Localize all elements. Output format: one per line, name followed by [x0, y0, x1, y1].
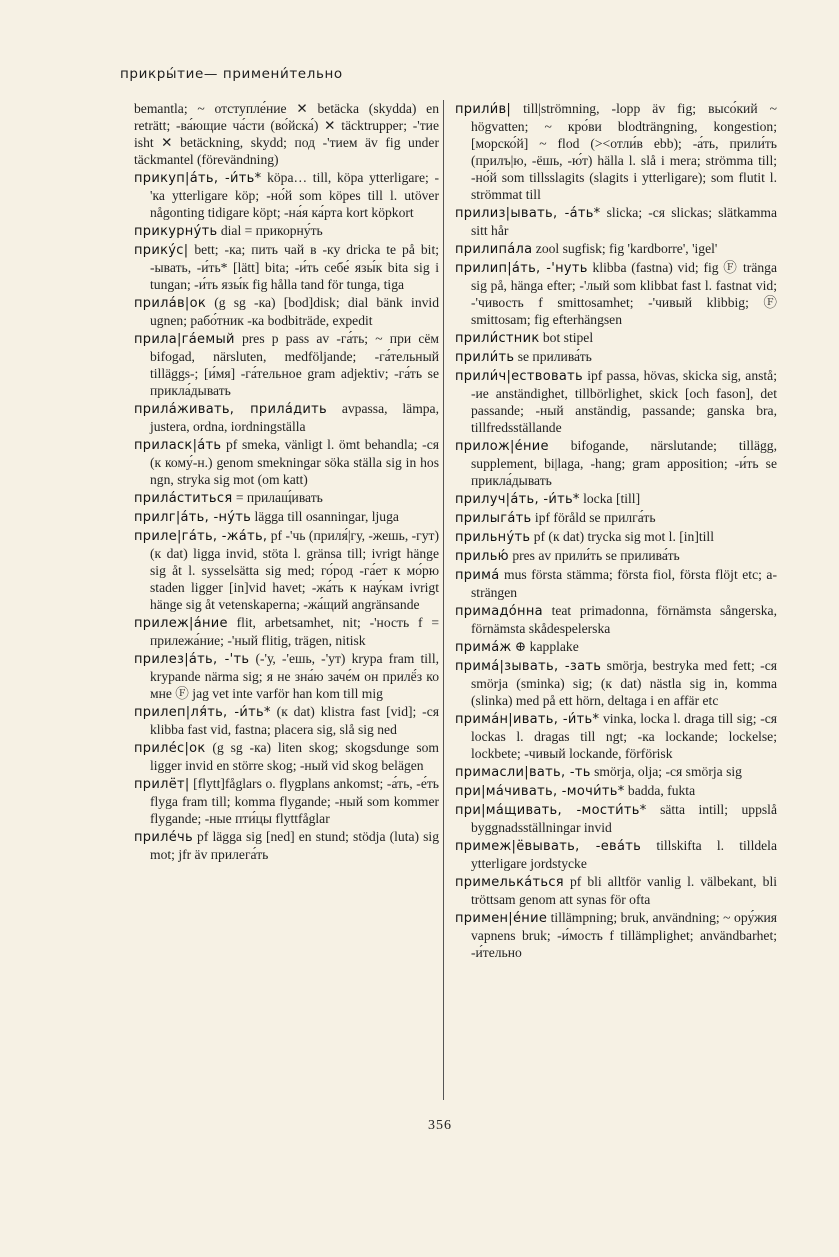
entry-definition: se прилива́ть [514, 349, 592, 364]
dictionary-entry [455, 566, 777, 601]
entry-headword: примадо́нна [455, 604, 543, 619]
entry-definition: pf lägga sig [ned] en stund; stödja (luta) sig mot; jfr äv прилега́ть [150, 829, 439, 862]
entry-definition: ⊕ kapplake [511, 639, 579, 654]
dictionary-entry [455, 437, 777, 489]
dictionary-entry [134, 650, 439, 702]
entry-definition: pf smeka, vänligt l. ömt behandla; -ся (к кому́-н.) genom smekningar söka ställa sig in hos ngn, stryka sig mot (om katt) [150, 437, 439, 487]
dictionary-entry [455, 329, 777, 347]
entry-definition: smörja, olja; -ся smörja sig [590, 764, 742, 779]
dictionary-entry [134, 614, 439, 649]
dictionary-entry [134, 703, 439, 738]
dictionary-entry [134, 222, 439, 240]
dictionary-entry [455, 367, 777, 436]
dictionary-entry [455, 837, 777, 872]
entry-headword: прила|га́емый [134, 332, 235, 347]
entry-definition: tillämpning; bruk, användning; ~ ору́жия vapnens bruk; -и́мость f tillämplighet; användbarhet; -и́тельно [471, 910, 777, 960]
entry-headword: приласк|а́ть [134, 438, 222, 453]
entry-definition: mus första stämma; första fiol, första flöjt etc; a-strängen [471, 567, 777, 600]
entry-definition: (g sg -ка) [bod]disk; dial bänk invid ugnen; рабо́тник -ка bodbiträde, expedit [150, 295, 439, 328]
running-head: прикры́тие— примени́тельно [120, 66, 343, 82]
dictionary-entry [455, 763, 777, 781]
entry-definition: pf -'чь (приля́|гу, -жешь, -гут) (к dat) ligga invid, stöta l. gränsa till; ivrigt hänge sig åt l. sysselsätta sig med; го́род -га́ет к мо́рю staden ligger [in]vid havet; -жа́ть к нау́кам ivrigt hänge sig åt vetenskaperna; -жа́щий angränsande [150, 528, 439, 612]
entry-definition: badda, fukta [624, 783, 696, 798]
entry-headword: при|ма́чивать, -мочи́ть* [455, 784, 625, 799]
entry-definition: klibba (fastna) vid; fig Ⓕ tränga sig på, hänga efter; -'лый som klibbat fast l. fastnat vid; -'чивость f smittosamhet; -'чивый klibbig; Ⓕ smittosam; fig efterhängsen [471, 260, 777, 327]
entry-headword: прику́с| [134, 243, 189, 258]
entry-headword: примасли|вать, -ть [455, 765, 591, 780]
dictionary-entry [455, 490, 777, 508]
entry-headword: прилип|а́ть, -'нуть [455, 261, 588, 276]
entry-definition: till|strömning, -lopp äv fig; высо́кий ~ högvatten; ~ кро́ви blodträngning, kongestion; [морско́й] ~ flod (><отли́в ebb); -а́ть, прили́ть (прилъ|ю, -ёшь, -ю́т) hälla l. slå i mera; strömma till; -но́й som tillsslagits (slagits i ytterligare); som flutit l. strömmat till [471, 101, 777, 202]
entry-headword: прили́ть [455, 350, 515, 365]
entry-headword: прилёт| [134, 777, 190, 792]
entry-headword: прили́ч|ествовать [455, 369, 584, 384]
entry-definition: pres av прили́ть se прилива́ть [508, 548, 680, 563]
entry-headword: прилиз|ывать, -а́ть* [455, 206, 601, 221]
entry-headword: прима́н|ивать, -и́ть* [455, 712, 600, 727]
left-column [134, 100, 439, 864]
dictionary-entry [134, 828, 439, 863]
dictionary-entry [134, 436, 439, 488]
entry-headword: приле|га́ть, -жа́ть, [134, 529, 268, 544]
entry-definition: lägga till osanningar, ljuga [251, 509, 399, 524]
dictionary-entry [134, 400, 439, 435]
dictionary-entry [455, 602, 777, 637]
dictionary-entry [455, 204, 777, 239]
entry-definition: pres p pass av -га́ть; ~ при сём bifogad, närsluten, medföljande; -га́тельный tilläggs-; [и́мя] -га́тельное gram adjektiv; -га́ть se прикла́дывать [150, 331, 439, 398]
entry-headword: прилеп|ля́ть, -и́ть* [134, 705, 271, 720]
entry-headword: прилеж|а́ние [134, 616, 228, 631]
entry-definition: dial = прикорну́ть [217, 223, 323, 238]
entry-headword: приле́чь [134, 830, 193, 845]
dictionary-entry [455, 259, 777, 328]
entry-headword: прима́ж [455, 640, 512, 655]
dictionary-entry [455, 909, 777, 961]
entry-headword: при|ма́щивать, -мости́ть* [455, 803, 647, 818]
entry-headword: прилез|а́ть, -'ть [134, 652, 250, 667]
entry-definition: bot stipel [539, 330, 594, 345]
entry-headword: примелька́ться [455, 875, 564, 890]
dictionary-entry [455, 801, 777, 836]
entry-headword: прильну́ть [455, 530, 531, 545]
dictionary-entry [455, 710, 777, 762]
page-number: 356 [428, 1118, 452, 1133]
entry-headword: прила́живать, прила́дить [134, 402, 327, 417]
entry-definition: (-'у, -'ешь, -'ут) krypa fram till, krypande närma sig; я не зна́ю заче́м он прилё́з ко мне Ⓕ jag vet inte varför han kom till mig [150, 651, 439, 701]
entry-definition: (к dat) klistra fast [vid]; -ся klibba fast vid, fastna; placera sig, slå sig ned [150, 704, 439, 737]
entry-headword: прилож|е́ние [455, 439, 549, 454]
entry-headword: прила́ститься [134, 491, 233, 506]
entry-headword: прилуч|а́ть, -и́ть* [455, 492, 580, 507]
dictionary-entry [455, 528, 777, 546]
dictionary-entry [455, 782, 777, 800]
entry-headword: прима́ [455, 568, 500, 583]
entry-headword: примеж|ёвывать, -ева́ть [455, 839, 642, 854]
entry-definition: bifogande, närslutande; tillägg, supplement, bi|laga, -hang; gram apposition; -и́ть se прикла́дывать [471, 438, 777, 488]
entry-definition: tillskifta l. tilldela ytterligare jordstycke [471, 838, 777, 871]
dictionary-entry [134, 739, 439, 774]
entry-definition: vinka, locka l. draga till sig; -ся lockas l. dragas till ngt; -ка lockande; lockelse; lockbete; -чивый lockande, förförisk [471, 711, 778, 761]
entry-definition: sätta intill; uppslå byggnadsställningar invid [471, 802, 777, 835]
dictionary-entry [134, 294, 439, 329]
dictionary-entry [455, 100, 777, 203]
entry-headword: прикуп|а́ть, -и́ть* [134, 171, 262, 186]
entry-definition: pf bli alltför vanlig l. välbekant, bli tröttsam genom att synas för ofta [471, 874, 777, 907]
entry-headword: прилыга́ть [455, 511, 532, 526]
dictionary-entry [134, 527, 439, 613]
entry-headword: прили́стник [455, 331, 540, 346]
dictionary-entry [455, 657, 777, 709]
column-divider [443, 100, 444, 1100]
dictionary-entry [134, 489, 439, 507]
entry-definition: locka [till] [579, 491, 641, 506]
dictionary-entry [134, 330, 439, 399]
entry-definition: smörja, bestryka med fett; -ся smörja (sminka) sig; (к dat) nästla sig in, komma (slinka) med på ett hörn, deltaga i en affär etc [471, 658, 777, 708]
entry-definition: slicka; -ся slickas; slätkamma sitt hår [471, 205, 778, 238]
entry-headword: прикурну́ть [134, 224, 218, 239]
dictionary-entry [455, 547, 777, 565]
entry-definition: avpassa, lämpa, justera, ordna, iordningställa [150, 401, 439, 434]
entry-headword: прилг|а́ть, -ну́ть [134, 510, 252, 525]
entry-headword: прила́в|ок [134, 296, 207, 311]
entry-definition: bett; -ка; пить чай в -ку dricka te på bit; -ывать, -и́ть* [lätt] bita; -и́ть себе́ язы́к bita sig i tungan; -и́ть язы́к fig hålla tand för tunga, tiga [150, 242, 439, 292]
entry-definition: [flytt]fåglars o. flygplans ankomst; -а́ть, -е́ть flyga fram till; komma flygande; -ный som kommer flygande; -ные пти́цы flyttfåglar [150, 776, 439, 826]
dictionary-entry [134, 169, 439, 221]
dictionary-entry [134, 241, 439, 293]
entry-definition: pf (к dat) trycka sig mot l. [in]till [530, 529, 714, 544]
entry-definition: zool sugfisk; fig 'kardborre', 'igel' [532, 241, 718, 256]
dictionary-entry [455, 873, 777, 908]
dictionary-entry [455, 509, 777, 527]
entry-definition: = прилащ́ивать [232, 490, 323, 505]
right-column [455, 100, 777, 962]
entry-headword: примен|е́ние [455, 911, 548, 926]
entry-definition: köpa… till, köpa ytterligare; -'ка ytterligare köp; -но́й som köpes till l. utöver någonting tidigare köpt; -на́я ка́рта kort köpkort [150, 170, 439, 220]
dictionary-entry [134, 508, 439, 526]
entry-definition: bemantla; ~ отступле́ние ✕ betäcka (skydda) en reträtt; -ва́ющие ча́сти (во́йска́) ✕ täcktrupper; -'тие isht ✕ betäckning, skydd; под -'тием äv fig under täckmantel (förevändning) [134, 101, 439, 167]
entry-definition: flit, arbetsamhet, nit; -'ность f = прилежа́ние; -'ный flitig, trägen, nitisk [150, 615, 439, 648]
entry-definition: ipf föråld se прилга́ть [531, 510, 656, 525]
entry-headword: прили́в| [455, 102, 512, 117]
dictionary-entry [455, 638, 777, 656]
entry-headword: прилью́ [455, 549, 509, 564]
entry-headword: прилипа́ла [455, 242, 533, 257]
dictionary-entry [455, 240, 777, 258]
entry-headword: приле́с|ок [134, 741, 206, 756]
entry-definition: (g sg -ка) liten skog; skogsdunge som ligger invid en större skog; -ный vid skog belägen [150, 740, 439, 773]
dictionary-entry [134, 100, 439, 168]
entry-headword: прима́|зывать, -зать [455, 659, 602, 674]
dictionary-entry [134, 775, 439, 827]
dictionary-entry [455, 348, 777, 366]
entry-definition: teat primadonna, förnämsta sångerska, förnämsta skådespelerska [471, 603, 777, 636]
entry-definition: ipf passa, hövas, skicka sig, anstå; -ие anständighet, tillbörlighet, skick [och fason], det passande; -ный anständig, passande; ganska bra, tillfredsställande [471, 368, 777, 435]
